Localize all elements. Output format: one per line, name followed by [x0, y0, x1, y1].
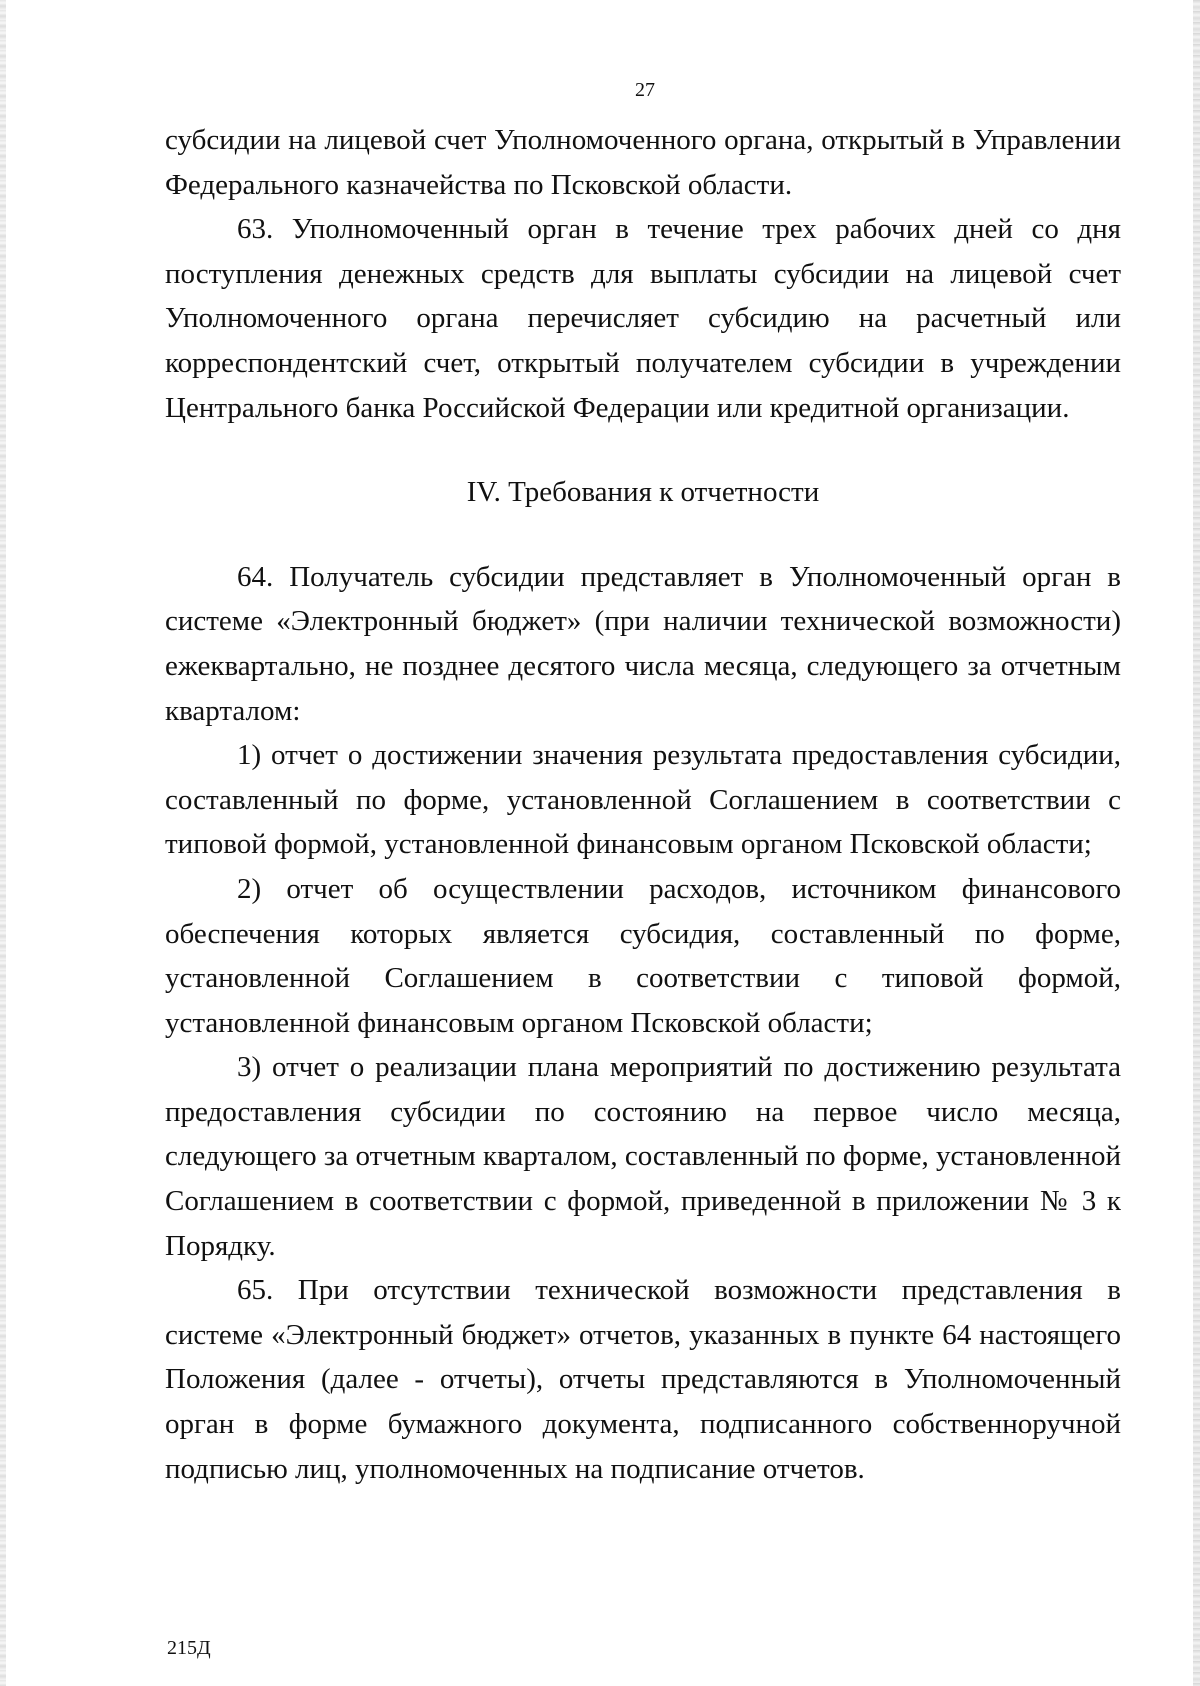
paragraph-65: 65. При отсутствии технической возможности представления в системе «Электронный бюджет» отчетов, указанных в пункте 64 настоящего Положения (далее - отчеты), отчеты представляются в Уполномоченный орган в форме бумажного документа, подписанного собственноручной подписью лиц, уполномоченных на подписание отчетов. — [165, 1274, 1121, 1485]
paragraph-continuation: субсидии на лицевой счет Уполномоченного органа, открытый в Управлении Федерального казначейства по Псковской области. — [165, 124, 1121, 201]
page-number: 27 — [635, 79, 655, 101]
document-body — [165, 118, 1121, 1491]
list-item-1: 1) отчет о достижении значения результата предоставления субсидии, составленный по форме, установленной Соглашением в соответствии с типовой формой, установленной финансовым органом Псковской области; — [165, 739, 1121, 861]
footer-document-code: 215Д — [167, 1637, 211, 1659]
list-item-3: 3) отчет о реализации плана мероприятий по достижению результата предоставления субсидии по состоянию на первое число месяца, следующего за отчетным кварталом, составленный по форме, установленной Соглашением в соответствии с формой, приведенной в приложении № 3 к Порядку. — [165, 1051, 1121, 1262]
scan-edge-right — [1193, 0, 1200, 1686]
scan-edge-left — [0, 0, 6, 1686]
section-heading: IV. Требования к отчетности — [466, 476, 820, 509]
paragraph-64: 64. Получатель субсидии представляет в Уполномоченный орган в системе «Электронный бюджет» (при наличии технической возможности) ежеквартально, не позднее десятого числа месяца, следующего за отчетным кварталом: — [165, 560, 1121, 727]
paragraph-63: 63. Уполномоченный орган в течение трех рабочих дней со дня поступления денежных средств для выплаты субсидии на лицевой счет Уполномоченного органа перечисляет субсидию на расчетный или корреспондентский счет, открытый получателем субсидии в учреждении Центрального банка Российской Федерации или кредитной организации. — [165, 213, 1121, 424]
list-item-2: 2) отчет об осуществлении расходов, источником финансового обеспечения которых является субсидия, составленный по форме, установленной Соглашением в соответствии с типовой формой, установленной финансовым органом Псковской области; — [165, 872, 1121, 1039]
